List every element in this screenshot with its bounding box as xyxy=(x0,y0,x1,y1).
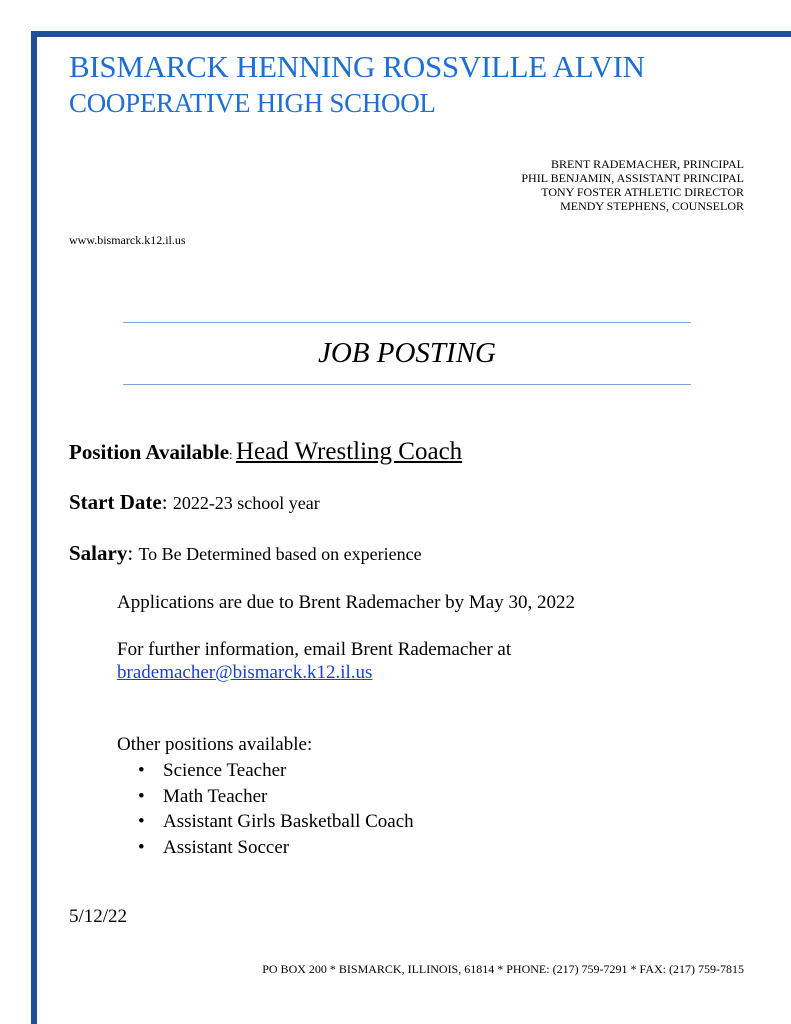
list-item: • Science Teacher xyxy=(163,758,414,784)
further-info-text: For further information, email Brent Rademacher at xyxy=(117,639,512,660)
start-date: Start Date: 2022-23 school year xyxy=(69,490,320,514)
posting-date: 5/12/22 xyxy=(69,906,128,927)
staff-counselor: MENDY STEPHENS, COUNSELOR xyxy=(560,199,744,213)
salary: Salary: To Be Determined based on experience xyxy=(69,541,422,565)
staff-principal: BRENT RADEMACHER, PRINCIPAL xyxy=(550,157,744,171)
page-border-top xyxy=(31,31,791,37)
staff-assistant-principal: PHIL BENJAMIN, ASSISTANT PRINCIPAL xyxy=(521,171,744,185)
other-positions-list xyxy=(163,758,414,860)
job-posting-title: JOB POSTING xyxy=(317,337,496,369)
list-item: • Assistant Girls Basketball Coach xyxy=(163,809,414,835)
contact-email-link[interactable]: brademacher@bismarck.k12.il.us xyxy=(117,662,373,683)
list-item: • Math Teacher xyxy=(163,784,414,810)
position-label: Position Available xyxy=(69,440,230,464)
start-date-value: 2022-23 school year xyxy=(172,493,320,513)
salary-label: Salary xyxy=(69,541,128,565)
school-name-line1: BISMARCK HENNING ROSSVILLE ALVIN xyxy=(69,49,645,84)
school-name-line2: COOPERATIVE HIGH SCHOOL xyxy=(69,88,436,118)
applications-due: Applications are due to Brent Rademacher by May 30, 2022 xyxy=(117,592,575,613)
salary-value: To Be Determined based on experience xyxy=(138,544,422,564)
list-item: • Assistant Soccer xyxy=(163,835,414,861)
start-date-label: Start Date xyxy=(69,490,162,514)
position-available: Position Available: Head Wrestling Coach xyxy=(69,438,463,465)
staff-athletic-director: TONY FOSTER ATHLETIC DIRECTOR xyxy=(541,185,744,199)
school-name xyxy=(69,50,645,120)
staff-list xyxy=(521,157,744,213)
title-rule-bottom xyxy=(123,384,691,385)
position-value: Head Wrestling Coach xyxy=(235,438,463,465)
page-border-left xyxy=(31,31,37,1024)
footer-address: PO BOX 200 * BISMARCK, ILLINOIS, 61814 * PHONE: (217) 759-7291 * FAX: (217) 759-7815 xyxy=(262,962,744,976)
website-text: www.bismarck.k12.il.us xyxy=(69,233,186,247)
further-info xyxy=(117,638,511,684)
other-positions-label: Other positions available: xyxy=(117,734,313,755)
title-rule-top xyxy=(123,322,691,323)
